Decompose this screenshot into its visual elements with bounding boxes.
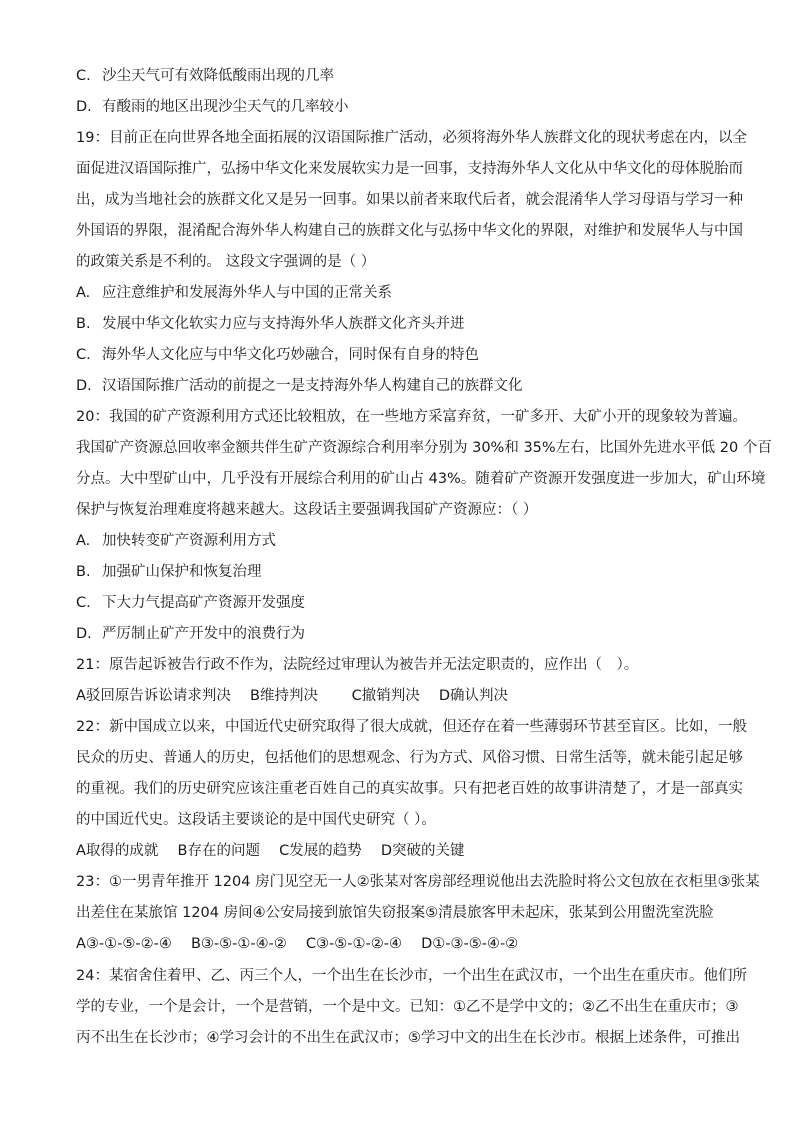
option-text: 应注意维护和发展海外华人与中国的正常关系 <box>102 285 392 301</box>
text-line <box>76 562 262 582</box>
text-line <box>76 283 392 303</box>
option-label: D. <box>76 99 92 115</box>
text-line <box>76 66 334 86</box>
text-line <box>76 531 276 551</box>
option-label: D. <box>76 626 92 642</box>
option-label: C. <box>76 347 91 363</box>
text-line <box>76 810 436 830</box>
paragraph-text: 面促进汉语国际推广，弘扬中华文化来发展软实力是一回事，支持海外华人文化从中华文化的母体脱胎而 <box>76 161 743 177</box>
option-text: 发展中华文化软实力应与支持海外华人族群文化齐头并进 <box>102 316 465 332</box>
option-label: B. <box>76 564 91 580</box>
paragraph-text: A取得的成就 B存在的问题 C发展的趋势 D突破的关键 <box>76 843 465 859</box>
paragraph-text: 24：某宿舍住着甲、乙、丙三个人，一个出生在长沙市，一个出生在武汉市，一个出生在重庆市。他们所 <box>76 968 747 984</box>
text-line <box>76 159 743 179</box>
text-line <box>76 376 523 396</box>
text-line <box>76 903 714 923</box>
option-text: 加快转变矿产资源利用方式 <box>102 533 276 549</box>
text-line <box>76 624 305 644</box>
text-line <box>76 872 760 892</box>
paragraph-text: A驳回原告诉讼请求判决 B维持判决 C撤销判决 D确认判决 <box>76 688 508 704</box>
paragraph-text: 的中国近代史。这段话主要谈论的是中国代史研究（ ）。 <box>76 812 436 828</box>
paragraph-text: 21：原告起诉被告行政不作为，法院经过审理认为被告并无法定职责的，应作出（ ）。 <box>76 657 639 673</box>
text-line <box>76 221 743 241</box>
text-line <box>76 841 464 861</box>
paragraph-text: 的政策关系是不利的。 这段文字强调的是（ ） <box>76 254 376 270</box>
option-text: 汉语国际推广活动的前提之一是支持海外华人构建自己的族群文化 <box>102 378 523 394</box>
paragraph-text: 我国矿产资源总回收率金额共伴生矿产资源综合利用率分别为 30%和 35%左右，比国外先进水平低 20 个百 <box>76 440 772 456</box>
paragraph-text: A③-①-⑤-②-④ B③-⑤-①-④-② C③-⑤-①-②-④ D①-③-⑤-④-② <box>76 936 519 952</box>
text-line <box>76 500 537 520</box>
paragraph-text: 20：我国的矿产资源利用方式还比较粗放，在一些地方采富弃贫，一矿多开、大矿小开的现象较为普遍。 <box>76 409 747 425</box>
text-line <box>76 748 743 768</box>
paragraph-text: 外国语的界限，混淆配合海外华人构建自己的族群文化与弘扬中华文化的界限，对维护和发展华人与中国 <box>76 223 743 239</box>
option-label: A. <box>76 285 91 301</box>
paragraph-text: 民众的历史、普通人的历史，包括他们的思想观念、行为方式、风俗习惯、日常生活等，就未能引起足够 <box>76 750 743 766</box>
text-line <box>76 314 465 334</box>
text-line <box>76 407 747 427</box>
text-line <box>76 438 772 458</box>
paragraph-text: 保护与恢复治理难度将越来越大。这段话主要强调我国矿产资源应：（ ） <box>76 502 538 518</box>
paragraph-text: 出，成为当地社会的族群文化又是另一回事。如果以前者来取代后者，就会混淆华人学习母语与学习一种 <box>76 192 743 208</box>
option-text: 下大力气提高矿产资源开发强度 <box>102 595 305 611</box>
paragraph-text: 分点。大中型矿山中，几乎没有开展综合利用的矿山占 43%。随着矿产资源开发强度进一步加大，矿山环境 <box>76 471 766 487</box>
text-line <box>76 686 508 706</box>
paragraph-text: 22：新中国成立以来，中国近代史研究取得了很大成就，但还存在着一些薄弱环节甚至盲区。比如，一般 <box>76 719 747 735</box>
paragraph-text: 23：①一男青年推开 1204 房门见空无一人②张某对客房部经理说他出去洗脸时将公文包放在衣柜里③张某 <box>76 874 760 890</box>
option-text: 海外华人文化应与中华文化巧妙融合，同时保有自身的特色 <box>102 347 479 363</box>
text-line <box>76 966 747 986</box>
text-line <box>76 469 765 489</box>
paragraph-text: 的重视。我们的历史研究应该注重老百姓自己的真实故事。只有把老百姓的故事讲清楚了，才是一部真实 <box>76 781 743 797</box>
option-text: 严厉制止矿产开发中的浪费行为 <box>102 626 305 642</box>
text-line <box>76 779 743 799</box>
text-line <box>76 97 349 117</box>
text-line <box>76 593 305 613</box>
text-line <box>76 1028 740 1048</box>
text-line <box>76 345 479 365</box>
text-line <box>76 190 743 210</box>
text-line <box>76 128 747 148</box>
paragraph-text: 丙不出生在长沙市；④学习会计的不出生在武汉市；⑤学习中文的出生在长沙市。根据上述条件，可推出 <box>76 1030 740 1046</box>
option-label: B. <box>76 316 91 332</box>
option-label: C. <box>76 68 91 84</box>
option-label: D. <box>76 378 92 394</box>
text-line <box>76 997 739 1017</box>
option-text: 沙尘天气可有效降低酸雨出现的几率 <box>102 68 334 84</box>
paragraph-text: 19：目前正在向世界各地全面拓展的汉语国际推广活动，必须将海外华人族群文化的现状考虑在内，以全 <box>76 130 747 146</box>
paragraph-text: 出差住在某旅馆 1204 房间④公安局接到旅馆失窃报案⑤清晨旅客甲未起床，张某到公用盥洗室洗脸 <box>76 905 714 921</box>
text-line <box>76 655 638 675</box>
text-line <box>76 934 518 954</box>
option-text: 有酸雨的地区出现沙尘天气的几率较小 <box>102 99 349 115</box>
paragraph-text: 学的专业，一个是会计，一个是营销，一个是中文。已知：①乙不是学中文的；②乙不出生在重庆市；③ <box>76 999 739 1015</box>
option-label: C. <box>76 595 91 611</box>
text-line <box>76 717 747 737</box>
option-label: A. <box>76 533 91 549</box>
option-text: 加强矿山保护和恢复治理 <box>102 564 262 580</box>
text-line <box>76 252 375 272</box>
